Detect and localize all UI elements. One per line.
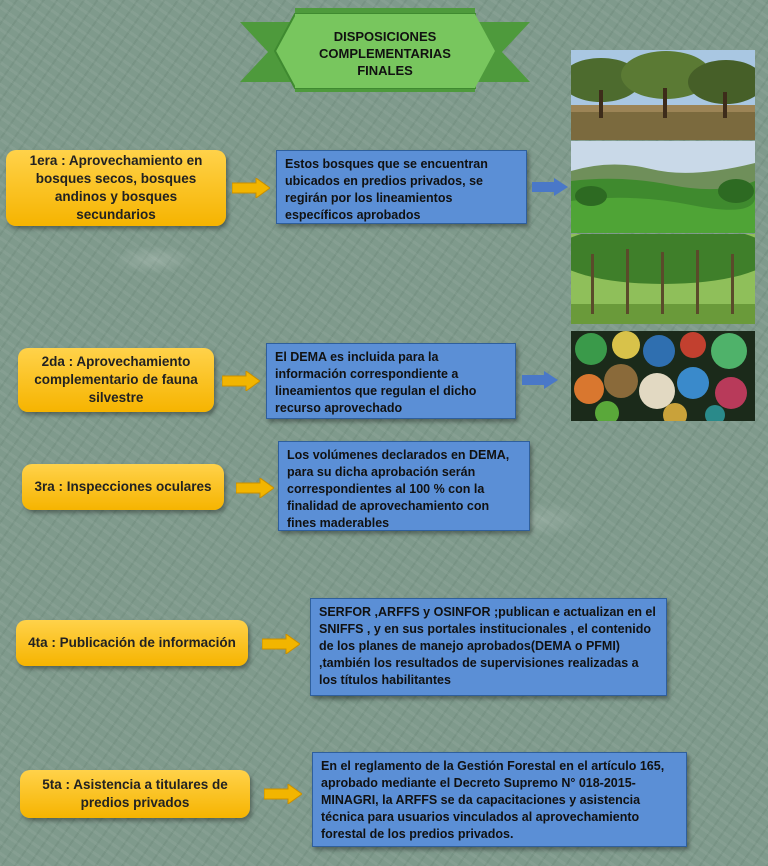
label-text: 4ta : Publicación de información [28, 635, 236, 650]
title-banner [240, 8, 530, 92]
desc-section-5 [312, 752, 687, 847]
label-text: 3ra : Inspecciones oculares [34, 479, 212, 494]
label-section-1 [6, 150, 226, 226]
desc-text: En el reglamento de la Gestión Forestal en el artículo 165, aprobado mediante el Decreto Supremo N° 018-2015-MINAGRI, la ARFFS se da capacitaciones y asistencia técnica para usuarios vinculados al aprovechamiento forestal de los predios privados. [321, 759, 665, 841]
arrow-right-icon [262, 634, 300, 654]
arrow-right-icon [222, 371, 260, 391]
label-section-2 [18, 348, 214, 412]
desc-section-2 [266, 343, 516, 419]
arrow-right-icon [232, 178, 270, 198]
desc-section-3 [278, 441, 530, 531]
arrow-right-icon [532, 178, 568, 196]
wildlife-collage-photo [571, 331, 755, 421]
desc-section-4 [310, 598, 667, 696]
desc-text: El DEMA es incluida para la información correspondiente a lineamientos que regulan el dicho recurso aprovechado [275, 350, 477, 415]
arrow-right-icon [264, 784, 302, 804]
label-text: 2da : Aprovechamiento complementario de fauna silvestre [34, 354, 198, 405]
desc-text: Estos bosques que se encuentran ubicados en predios privados, se regirán por los lineamientos específicos aprobados [285, 157, 488, 222]
forest-photo-andean [571, 141, 755, 233]
desc-text: SERFOR ,ARFFS y OSINFOR ;publican e actualizan en el SNIFFS , y en sus portales institucionales , el contenido de los planes de manejo aprobados(DEMA o PFMI) ,también los resultados de supervisiones realizadas a los títulos habilitantes [319, 605, 656, 687]
forest-photo-dry [571, 50, 755, 140]
forest-photo-secondary [571, 234, 755, 324]
arrow-right-icon [236, 478, 274, 498]
label-section-4 [16, 620, 248, 666]
page-title: DISPOSICIONES COMPLEMENTARIAS FINALES [319, 29, 451, 78]
label-text: 5ta : Asistencia a titulares de predios privados [42, 777, 228, 810]
desc-section-1 [276, 150, 527, 224]
label-text: 1era : Aprovechamiento en bosques secos, bosques andinos y bosques secundarios [29, 153, 203, 222]
label-section-3 [22, 464, 224, 510]
arrow-right-icon [522, 371, 558, 389]
desc-text: Los volúmenes declarados en DEMA, para su dicha aprobación serán correspondientes al 100 % con la finalidad de aprovechamiento con fines maderables [287, 448, 510, 530]
label-section-5 [20, 770, 250, 818]
